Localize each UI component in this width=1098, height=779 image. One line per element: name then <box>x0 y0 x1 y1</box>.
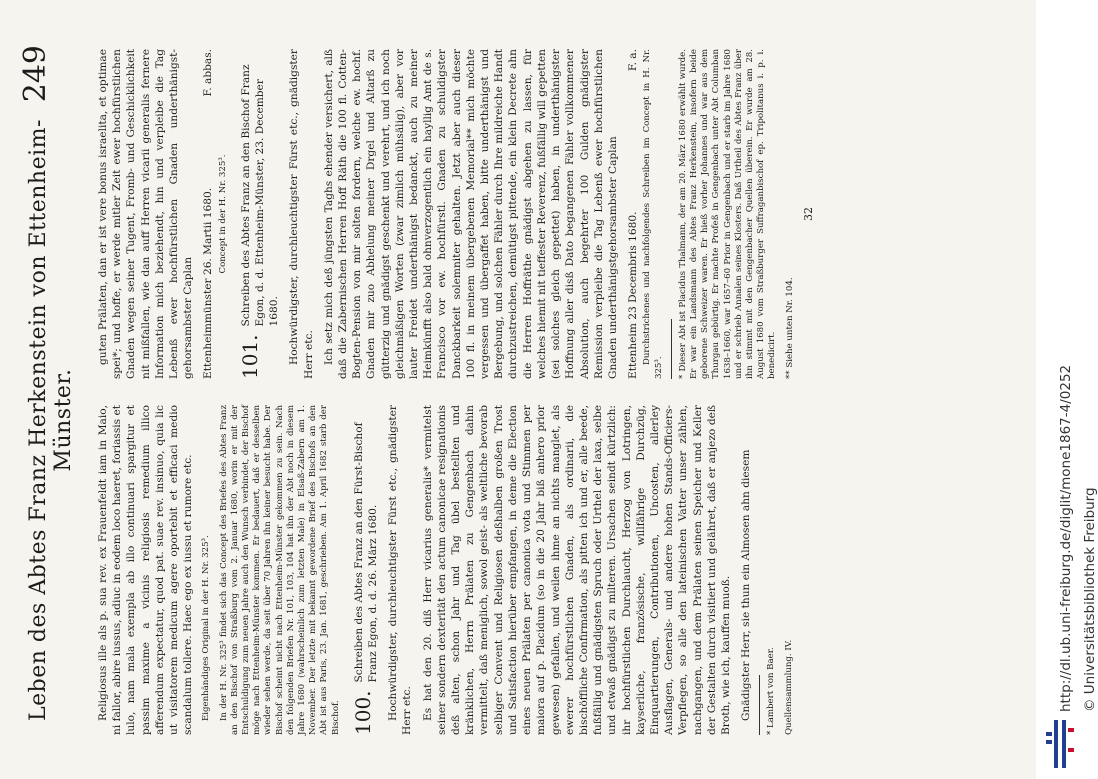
footnote-rule <box>759 675 760 735</box>
source-note: Concept in der H. Nr. 325³. <box>217 154 228 274</box>
running-title: Leben des Abtes Franz Herkenstein von Ettenheim-Münster. <box>26 119 76 721</box>
letter-101-heading <box>239 49 282 379</box>
page-header <box>18 45 76 735</box>
right-column <box>96 49 1016 379</box>
signature-name: F. a. <box>627 49 640 72</box>
signature-mark: 32 <box>801 207 815 221</box>
signature-2 <box>626 49 640 379</box>
footnote-rule <box>671 319 672 379</box>
salutation: Hochwürdigster, durchleuchtigster Fürst etc., gnädigster Herr etc. <box>288 49 315 379</box>
signature-1 <box>201 49 215 379</box>
letter-body: Es hat den 20. diß Herr vicarius generalis* vermitelst seiner sondern dexterität den actum canonicae resignationis deß alten, schon Jahr und Tag übel bestellten und kränklichen, Herrn Prälaten zu Gengenbach dahin vermittelt, daß meniglich, sowol geist- als weltliche bevorab selbiger Convent und Religiosen deßhalben großen Trost und Satisfaction hierüber empfangen, in deme die Election eines neuen Prälaten per canonica vota und Stimmen per maiora auf p. Placidum (so in die 20 Jahr biß anhero prior gewesen) gefallen, und weilen ihme an nichts manglet, als ewerer hochfürstlichen Gnaden, als ordinarii, die bischöffliche Confirmation, als pitten ich und er, alle beede, fußfällig und gnädigsten Spruch oder Urthel der laxa, selbe und etwaß gnädigst zu milteren. Ursachen seindt kürtzlich: ihr hochfürstlichen Durchlaucht, Herzog von Lotringen, kayserliche, französische, willfährige Durchzüg, Einquartierungen, Contributionen, Uncosten, allerley Ausflagen, Generals- und andere hohen Stands-Officiers-Verpflegen, so alle den lateinischen Vatter unser zählen, nachgangen, und dem Prälaten seinen Speicher und Keller der Gestalten durch visitiert und gelähret, daß er anjezo deß Broth, wie ich, kauffen muoß. <box>421 405 732 735</box>
footnote: ** Siehe unten Nr. 104. <box>784 277 795 379</box>
closing-line: Gnädigster Herr, sie thun ein Almosen ahn diesem <box>740 449 753 721</box>
continuation-paragraph: guten Prälaten, dan er ist vere bonus israelita, et optimae spei*; und hoffe, er werde mitler Zeit ewer hochfürstlichen Gnaden wegen seiner Tugent, Fromb- und Geschicklichkeit nit mißfallen, wie dan auff Herren vicarii generalis fernere Information mich beziehendt, hin und verpleibe die Tag Lebenß ewer hochfürstlichen Gnaden underthänigst-gehorsambster Caplan <box>97 49 195 379</box>
page-number: 249 <box>18 45 53 103</box>
letter-100-heading <box>352 405 380 735</box>
source-url-link[interactable]: http://dl.ub.uni-freiburg.de/diglit/mone1867-4/0252 <box>1058 364 1074 712</box>
signature-place-date: Ettenheim 23 Decembris 1680. <box>627 211 640 379</box>
left-column <box>96 405 1016 735</box>
signature-line: Quellensammlung. IV. <box>783 639 794 735</box>
letter-title: Schreiben des Abtes Franz an den Fürst-Bischof Franz Egon, d. d. 26. März 1680. <box>352 422 380 683</box>
editorial-note: In der H. Nr. 325³ findet sich das Concept des Briefes des Abtes Franz an den Bischof von Straßburg vom 2. Januar 1680, worin er mit der Entschuldigung zum neuen Jahre auch den Wunsch verbindet, der Bischof möge nach Ettenheim-Münster kommen. Er bedauert, daß er desselben wieder sehen werde, da seit über 70 Jahren ihn keiner besucht habe. Der Bischof scheint nicht nach Ettenheim-Münster gekommen zu sein. Nach den folgenden Briefen Nr. 101, 103, 104 hat ihn der Abt noch in diesem Jahre 1680 (wahrscheinlich zum letzten Male) in Elsaß-Zabern am 1. November. Der letzte mit bekannt gewordene Brief des Bischofs an den Abt ist aus Paris, 23. Jan. 1681, geschrieben. Am 1. April 1682 starb der Bischof. <box>218 405 341 735</box>
salutation: Hochwürdigster, durchleuchtigster Fürst etc., gnädigster Herr etc. <box>387 405 414 735</box>
library-logo-icon <box>1040 718 1082 770</box>
letter-number: 100. <box>350 690 375 735</box>
signature-name: F. abbas. <box>202 49 215 97</box>
intro-paragraph: Religiosus ille als p. sua rev. ex Frauenfeldt iam in Maio, ni fallor, abire iussus, adiuc in eodem loco haeret, foriassis et lulo, nam mala exempla ab illo continuari spargitur et passim maxime a vicinis religiosis remedium illico afferendum expectatur, quod pat. suae rev. insinuo, quia lic ut visitatorem medicum agere oportebit et efficaci medio scandalum tollere. Haec ego ex iussu et rumore etc. <box>97 404 195 735</box>
copyright-text: © Universitätsbibliothek Freiburg <box>1082 487 1098 712</box>
source-note: Eigenhändiges Original in der H. Nr. 325³. <box>201 535 212 721</box>
signature-place-date: Ettenheimmünster 26. Martii 1680. <box>202 187 215 379</box>
letter-number: 101. <box>237 334 262 379</box>
letter-body: Ich setz mich deß jüngsten Taghs ehender versichert, alß daß die Zabernischen Herren Hoff Räth die 100 fl. Cotten-Bogten-Pension von mir solten fordern, welche ew. hochf. Gnaden mir zuo Abhelung meiner Drgel und Altarß zu gütterzig und gnädigst geschenkt und verehrt, und ich noch gleichmäßigen Worten (zwar zimlich mühsälig), aber vor lauter Freidet underthänigst bedanckt, auch zu meiner Heimkünfft also bald ohnverzogentlich ein hayllig Amt de s. Francisco vor ew. hochfürstl. Gnaden zu schuldigster Danckbarkeit solemniter gehalten. Jetzt aber auch dieser 100 fl. in meinem übergebenen Memorial** mich möchte vergessen und übergaffet haben, bitte underthänigst und Bergebung, und solchen Fähler durch Ihre mildreiche Handt durchzustreichen, demütigst pittende, ein klein Decrete ahn die Herren Hoffräthe gnädigst abgehen zu lassen, für welches hiemit nit tieffester Reverenz, fußfällig will gepetten (sei solches gleich gepettet) haben, in underthänigster Hoffnung aller disß Dato begangenen Fähler vollkommener Absolution, auch begehrter 100 Gulden gnädigster Remission verpleibe die Tag Lebenß ewer hochfürstlichen Gnaden underthänigstgehorsambster Caplan <box>322 49 619 379</box>
letter-title: Schreiben des Abtes Franz an den Bischof Franz Egon, d. d. Ettenheim-Münster, 23. December 1680. <box>239 64 281 327</box>
footnote: * Dieser Abt ist Placidus Thalmann, der am 20. März 1680 erwählt wurde. Er war ein Landsmann des Abtes Franz Herkenstein, insofern beide geborene Schweizer waren. Er hieß vorher Johannes und war aus dem Thurgau gebürtig. Er machte Profeß in Gengenbach unter Abt Columban 1638–1660, war 1657–60 Prior in Gengenbach und er starb im Jahre 1680 und er schrieb Annalen seines Klosters. Daß Urtheil des Abtes Franz über ihn stimmt mit den Gengenbacher Quellen überein. Er wurde am 28. August 1680 vom Straßburger Suffraganbischof ep. Tripolitanus i. p. i. benedicirt. <box>677 49 778 379</box>
source-note: Durchstrichenes und nachfolgendes Schreiben im Concept in H. Nr. 325³. <box>642 49 664 379</box>
footnote: * Lambert von Baer. <box>766 647 777 735</box>
